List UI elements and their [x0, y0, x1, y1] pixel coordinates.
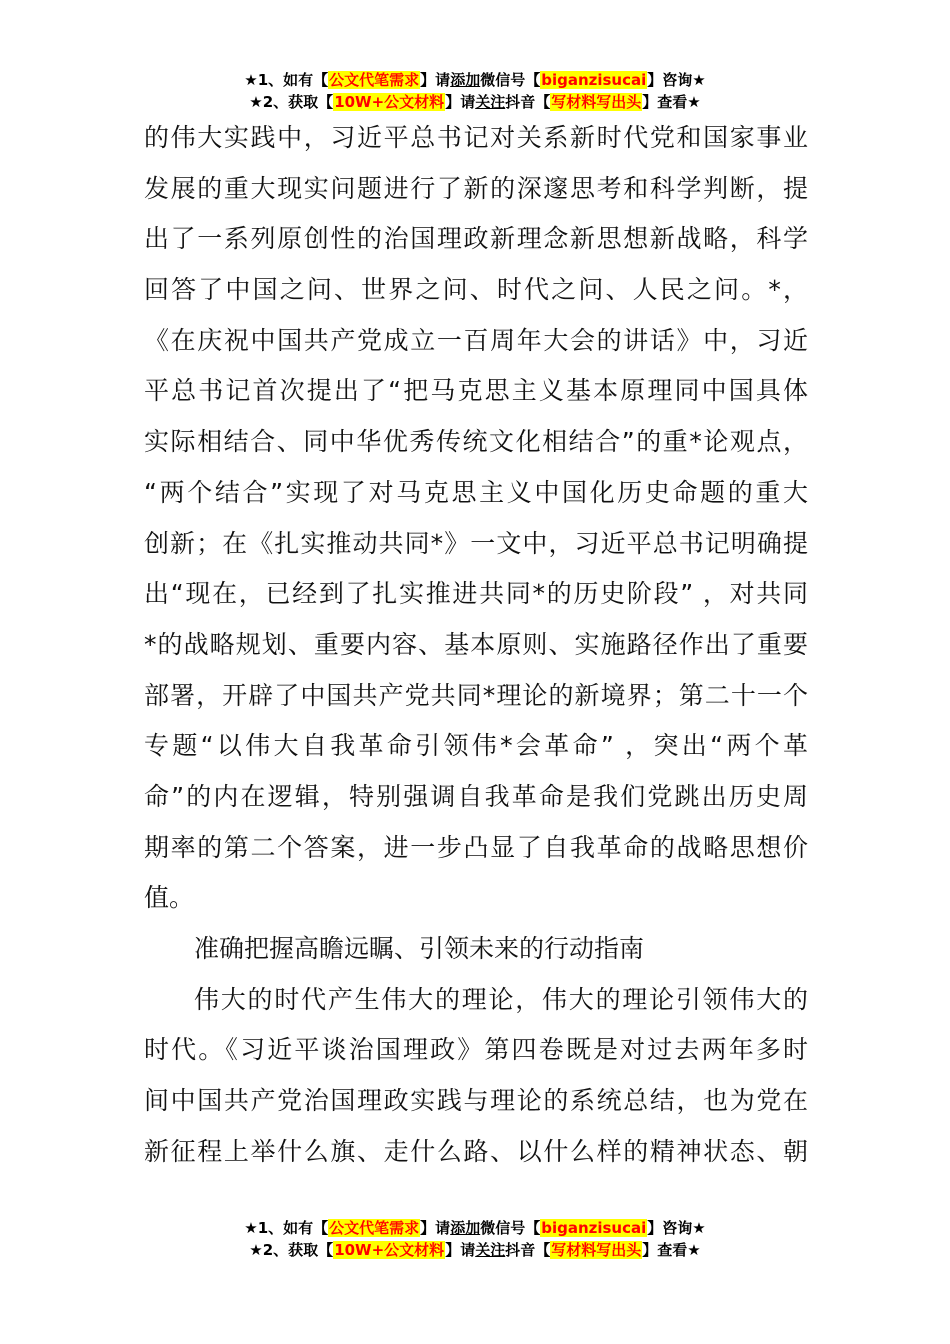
- banner-text: ★1、如有【: [244, 71, 329, 89]
- banner-highlight: 10W+公文材料: [334, 93, 445, 111]
- body-line: 《在庆祝中国共产党成立一百周年大会的讲话》中，习近: [144, 325, 808, 355]
- banner-text: 】查看★: [642, 93, 701, 111]
- banner-highlight: biganzisucai: [541, 71, 647, 89]
- banner-text: 】请: [445, 93, 476, 111]
- body-line: 专题“以伟大自我革命引领伟*会革命” ，突出“两个革: [144, 731, 808, 761]
- footer-banner: [0, 1217, 950, 1261]
- body-line: 部署，开辟了中国共产党共同*理论的新境界；第二十一个: [144, 680, 808, 710]
- banner-line-1: [0, 69, 950, 91]
- banner-highlight: 公文代笔需求: [329, 71, 420, 89]
- body-line: 出了一系列原创性的治国理政新理念新思想新战略，科学: [144, 224, 808, 254]
- body-line: 平总书记首次提出了“把马克思主义基本原理同中国具体: [144, 376, 808, 406]
- header-banner: [0, 69, 950, 113]
- body-line: “两个结合”实现了对马克思主义中国化历史命题的重大: [144, 477, 808, 507]
- body-line: 期率的第二个答案，进一步凸显了自我革命的战略思想价: [144, 832, 808, 862]
- body-line: 间中国共产党治国理政实践与理论的系统总结，也为党在: [144, 1086, 808, 1116]
- banner-text: 抖音【: [505, 1241, 551, 1259]
- banner-text: ★2、获取【: [249, 1241, 334, 1259]
- banner-text: 】咨询★: [647, 1219, 706, 1237]
- banner-text: 】请: [420, 1219, 451, 1237]
- banner-text: 微信号【: [480, 1219, 541, 1237]
- body-line: 创新；在《扎实推动共同*》一文中，习近平总书记明确提: [144, 528, 808, 558]
- banner-text: 】查看★: [642, 1241, 701, 1259]
- section-heading: 准确把握高瞻远瞩、引领未来的行动指南: [194, 934, 645, 963]
- body-line: 新征程上举什么旗、走什么路、以什么样的精神状态、朝: [144, 1136, 808, 1166]
- banner-text: ★2、获取【: [249, 93, 334, 111]
- body-line: 发展的重大现实问题进行了新的深邃思考和科学判断，提: [144, 173, 808, 203]
- body-line: 出“现在，已经到了扎实推进共同*的历史阶段” ，对共同: [144, 579, 808, 609]
- banner-underlined-text: 添加: [450, 1219, 481, 1237]
- banner-text: 抖音【: [505, 93, 551, 111]
- document-body: [144, 113, 808, 1177]
- body-line: 回答了中国之问、世界之问、时代之问、人民之问。*，: [144, 275, 808, 305]
- body-line: 值。: [144, 883, 195, 913]
- body-line: 的伟大实践中，习近平总书记对关系新时代党和国家事业: [144, 123, 808, 152]
- banner-line-2: [0, 1239, 950, 1261]
- banner-underlined-text: 添加: [450, 71, 481, 89]
- body-line: 伟大的时代产生伟大的理论，伟大的理论引领伟大的: [194, 984, 808, 1014]
- banner-text: 】请: [445, 1241, 476, 1259]
- banner-line-2: [0, 91, 950, 113]
- body-line: 时代。《习近平谈治国理政》第四卷既是对过去两年多时: [144, 1035, 808, 1065]
- banner-underlined-text: 关注: [475, 1241, 506, 1259]
- banner-underlined-text: 关注: [475, 93, 506, 111]
- body-line: 实际相结合、同中华优秀传统文化相结合”的重*论观点，: [144, 427, 808, 457]
- banner-highlight: 10W+公文材料: [334, 1241, 445, 1259]
- body-line: 命”的内在逻辑，特别强调自我革命是我们党跳出历史周: [144, 781, 808, 811]
- banner-text: ★1、如有【: [244, 1219, 329, 1237]
- banner-highlight: biganzisucai: [541, 1219, 647, 1237]
- banner-highlight: 写材料写出头: [551, 93, 642, 111]
- banner-highlight: 写材料写出头: [551, 1241, 642, 1259]
- body-line: *的战略规划、重要内容、基本原则、实施路径作出了重要: [144, 629, 808, 659]
- banner-text: 微信号【: [480, 71, 541, 89]
- banner-text: 】请: [420, 71, 451, 89]
- banner-text: 】咨询★: [647, 71, 706, 89]
- banner-highlight: 公文代笔需求: [329, 1219, 420, 1237]
- banner-line-1: [0, 1217, 950, 1239]
